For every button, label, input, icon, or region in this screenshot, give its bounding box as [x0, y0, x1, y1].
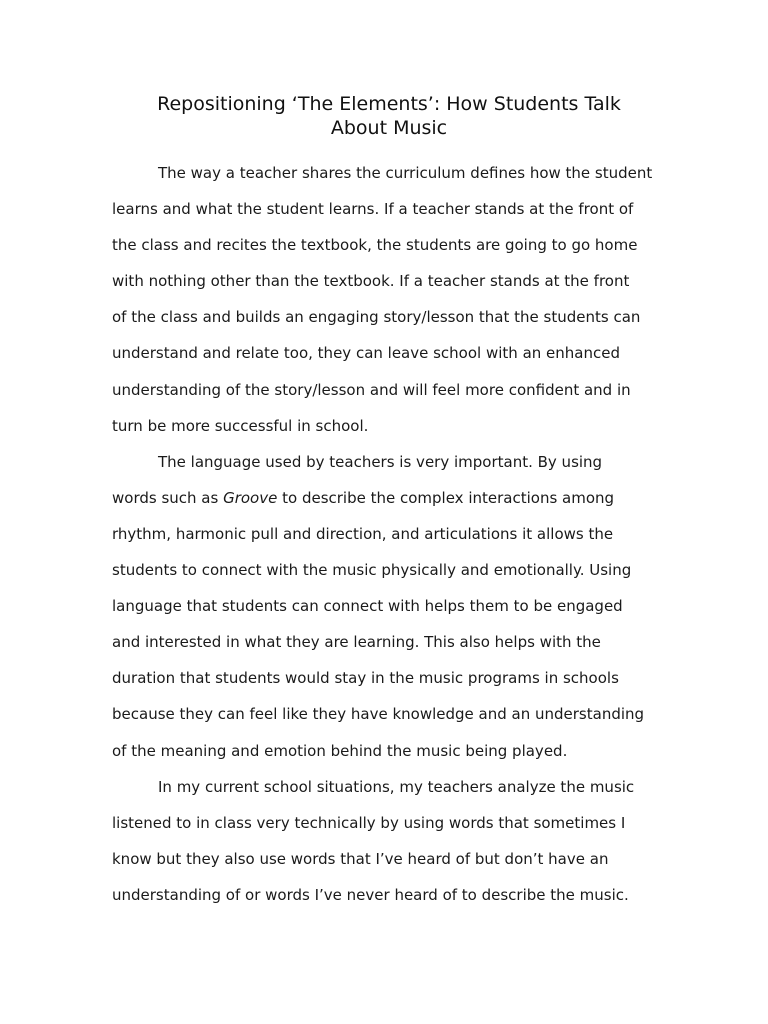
text-line: understanding of or words I’ve never heard of to describe the music. — [112, 885, 629, 904]
text-line: and interested in what they are learning. This also helps with the — [112, 633, 601, 652]
text-line: learns and what the student learns. If a teacher stands at the front of — [112, 200, 634, 219]
text-line: language that students can connect with helps them to be engaged — [112, 597, 623, 616]
title-line-2: About Music — [330, 117, 448, 139]
text-line: know but they also use words that I’ve heard of but don’t have an — [112, 849, 609, 868]
text-line-with-emphasis — [112, 480, 660, 516]
text-line: rhythm, harmonic pull and direction, and articulations it allows the — [112, 524, 614, 543]
document-body — [112, 155, 660, 913]
text-line: students to connect with the music physically and emotionally. Using — [112, 561, 632, 580]
text-line: listened to in class very technically by using words that sometimes I — [112, 813, 626, 832]
text-line: The way a teacher shares the curriculum defines how the student — [158, 164, 653, 182]
paragraph-1 — [112, 155, 660, 444]
text-line: In my current school situations, my teachers analyze the music — [158, 777, 635, 796]
text-line: understanding of the story/lesson and will feel more confident and in — [112, 380, 631, 399]
text-line: duration that students would stay in the music programs in schools — [112, 669, 619, 688]
text-line: of the meaning and emotion behind the music being played. — [112, 741, 568, 760]
text-fragment: words such as — [112, 488, 224, 507]
text-fragment: to describe the complex interactions among — [277, 488, 615, 507]
paragraph-2 — [112, 444, 660, 769]
title-line-1: Repositioning ‘The Elements’: How Students Talk — [157, 93, 621, 115]
text-line: The language used by teachers is very important. By using — [158, 452, 603, 471]
document-title — [100, 92, 678, 140]
text-line: of the class and builds an engaging story/lesson that the students can — [112, 308, 641, 327]
emphasized-term: Groove — [223, 488, 278, 507]
text-line: because they can feel like they have knowledge and an understanding — [112, 705, 645, 724]
text-line: with nothing other than the textbook. If a teacher stands at the front — [112, 272, 630, 291]
paragraph-3 — [112, 769, 660, 913]
text-line: turn be more successful in school. — [112, 416, 369, 435]
text-line: understand and relate too, they can leave school with an enhanced — [112, 344, 620, 363]
text-line: the class and recites the textbook, the students are going to go home — [112, 236, 638, 255]
